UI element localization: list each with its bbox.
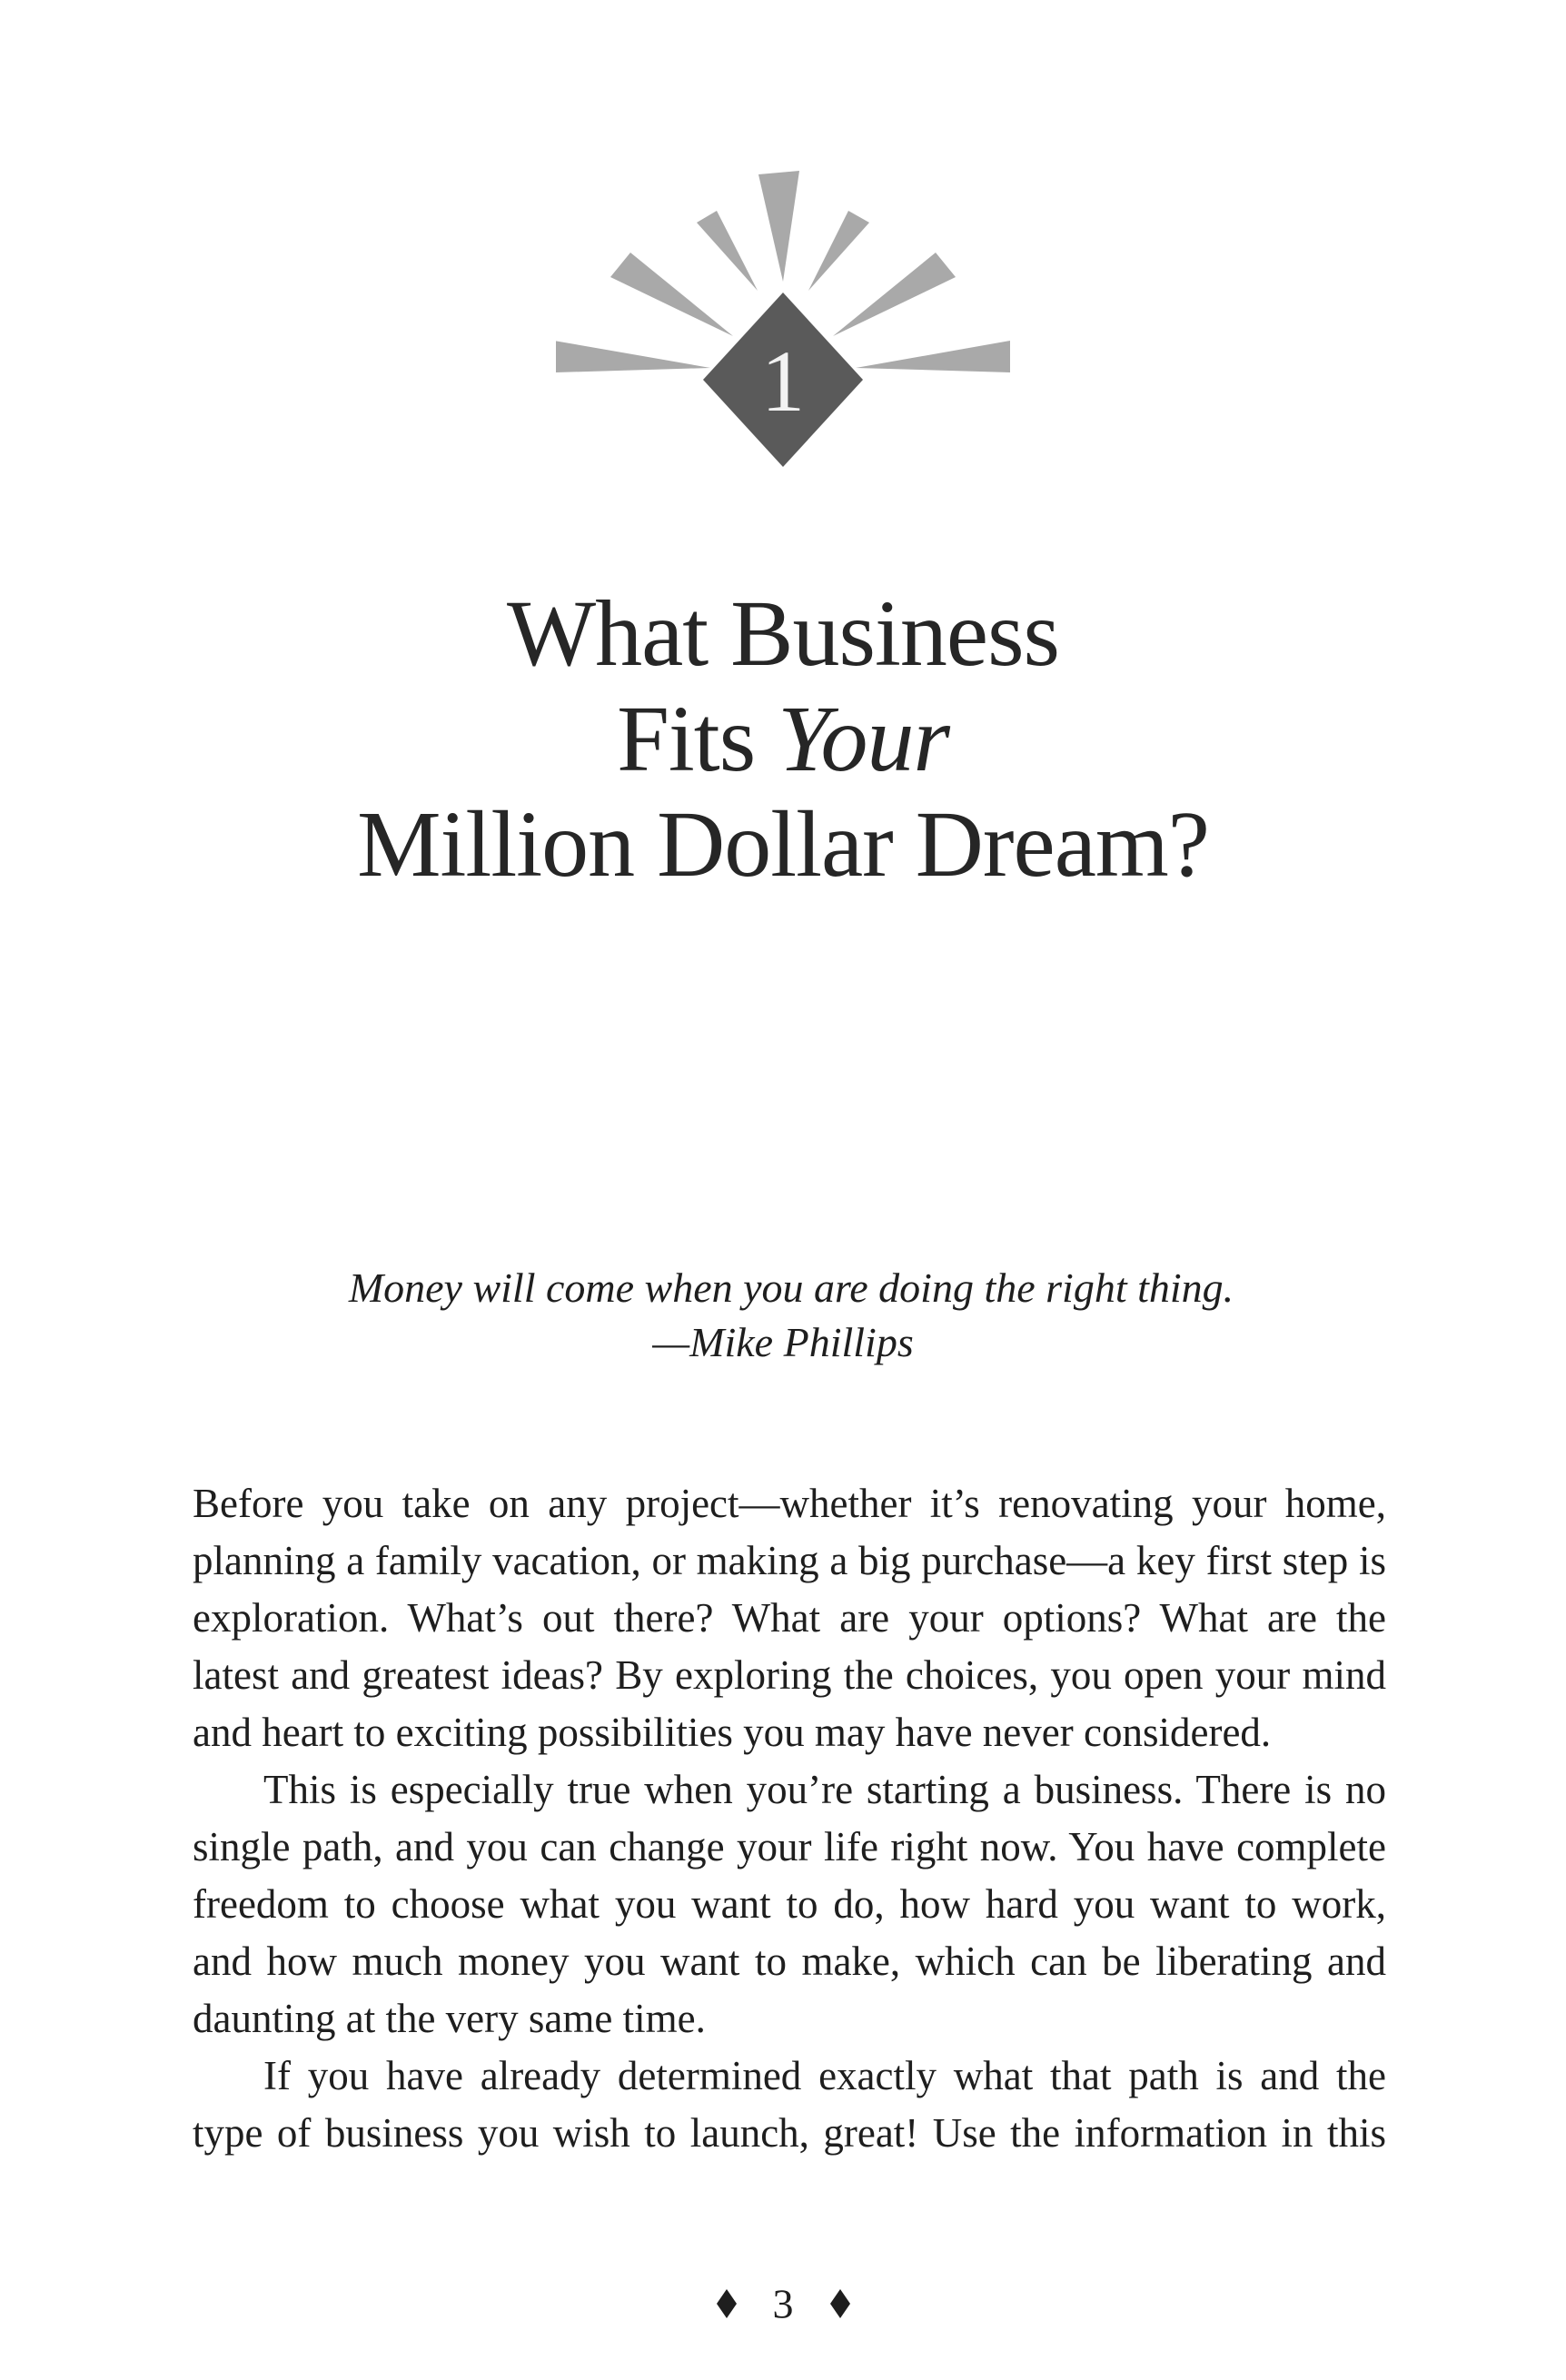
chapter-title-line-3: Million Dollar Dream? [357,792,1209,897]
chapter-title [0,581,1566,897]
diamond-icon [830,2289,850,2318]
page-footer [0,2275,1566,2329]
chapter-title-line-2-b: Your [778,687,949,791]
chapter-emblem [556,154,1010,500]
diamond-icon [717,2289,737,2318]
body-paragraph: This is especially true when you’re starting a business. There is no single path, and you can change your life right now. You have complete freedom to choose what you want to do, how hard you want to work, and how much money you want to make, which can be liberating and daunting at the very same time. [193,1767,1386,2041]
chapter-title-line-1: What Business [506,581,1060,686]
body-paragraph: Before you take on any project—whether it’s renovating your home, planning a family vacation, or making a big purchase—a key first step is exploration. What’s out there? What are your options? What are the latest and greatest ideas? By exploring the choices, you open your mind and heart to exciting possibilities you may have never considered. [193,1481,1386,1755]
epigraph-author: —Mike Phillips [652,1319,914,1365]
page-number: 3 [772,2280,794,2327]
chapter-title-line-2-a: Fits [617,687,778,791]
epigraph [0,1261,1566,1370]
chapter-title-line-2 [0,687,1566,792]
epigraph-quote: Money will come when you are doing the right thing. [348,1264,1234,1311]
chapter-number: 1 [761,332,805,430]
body-text [193,1475,1386,2162]
body-paragraph: If you have already determined exactly what that path is and the type of business you wish to launch, great! Use the information in this [193,2053,1386,2156]
